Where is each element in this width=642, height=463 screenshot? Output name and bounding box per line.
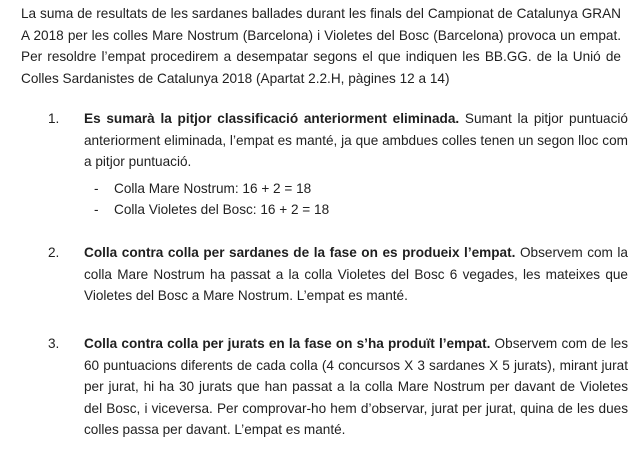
intro-paragraph: La suma de resultats de les sardanes ballades durant les finals del Campionat de Catalunya GRAN A 2018 per les colles Mare Nostrum (Barcelona) i Violetes del Bosc (Barcelona) provoca un empat. Per resoldre l’empat procedirem a desempatar segons el que indiquen les BB.GG. de la Unió de Colles Sardanistes de Catalunya 2018 (Apartat 2.2.H, pàgines 12 a 14) bbox=[21, 6, 621, 86]
list-item-text: Observem com de les 60 puntuacions diferents de cada colla (4 concursos X 3 sardanes X 5 jurats), mirant jurat per jurat, hi ha 30 jurats que han passat a la colla Mare Nostrum per davant de Violetes del Bosc, i viceversa. Per comprovar-ho hem d’observar, jurat per jurat, quina de les dues colles passa per davant. L’empat es manté. bbox=[84, 336, 628, 437]
list-item-3 bbox=[48, 333, 628, 441]
dash-bullet: - bbox=[94, 201, 99, 217]
dash-bullet: - bbox=[94, 180, 99, 196]
list-item-number: 1. bbox=[48, 111, 60, 126]
list-item-body bbox=[84, 333, 628, 441]
list-item-text: Observem com la colla Mare Nostrum ha passat a la colla Violetes del Bosc 6 vegades, les mateixes que Violetes del Bosc a Mare Nostrum. L’empat es manté. bbox=[84, 245, 628, 303]
list-item-heading: Colla contra colla per sardanes de la fase on es produeix l’empat. bbox=[84, 245, 516, 260]
list-item-heading: Es sumarà la pitjor classificació anteriorment eliminada. bbox=[84, 111, 460, 126]
list-item-number: 3. bbox=[48, 336, 60, 351]
sublist bbox=[84, 178, 628, 220]
sublist-item-text: Colla Mare Nostrum: 16 + 2 = 18 bbox=[114, 180, 312, 196]
list-item-body bbox=[84, 242, 628, 307]
sublist-item bbox=[84, 199, 628, 220]
list-item-text: Sumant la pitjor puntuació anteriorment eliminada, l’empat es manté, ja que ambdues colles tenen un segon lloc com a pitjor puntuació. bbox=[84, 111, 628, 169]
list-item-heading: Colla contra colla per jurats en la fase on s’ha produït l’empat. bbox=[84, 336, 491, 351]
list-item-2 bbox=[48, 242, 628, 307]
sublist-item bbox=[84, 178, 628, 199]
list-item-number: 2. bbox=[48, 245, 60, 260]
list-item-body bbox=[84, 108, 628, 220]
sublist-item-text: Colla Violetes del Bosc: 16 + 2 = 18 bbox=[114, 201, 330, 217]
list-item-1 bbox=[48, 108, 628, 220]
